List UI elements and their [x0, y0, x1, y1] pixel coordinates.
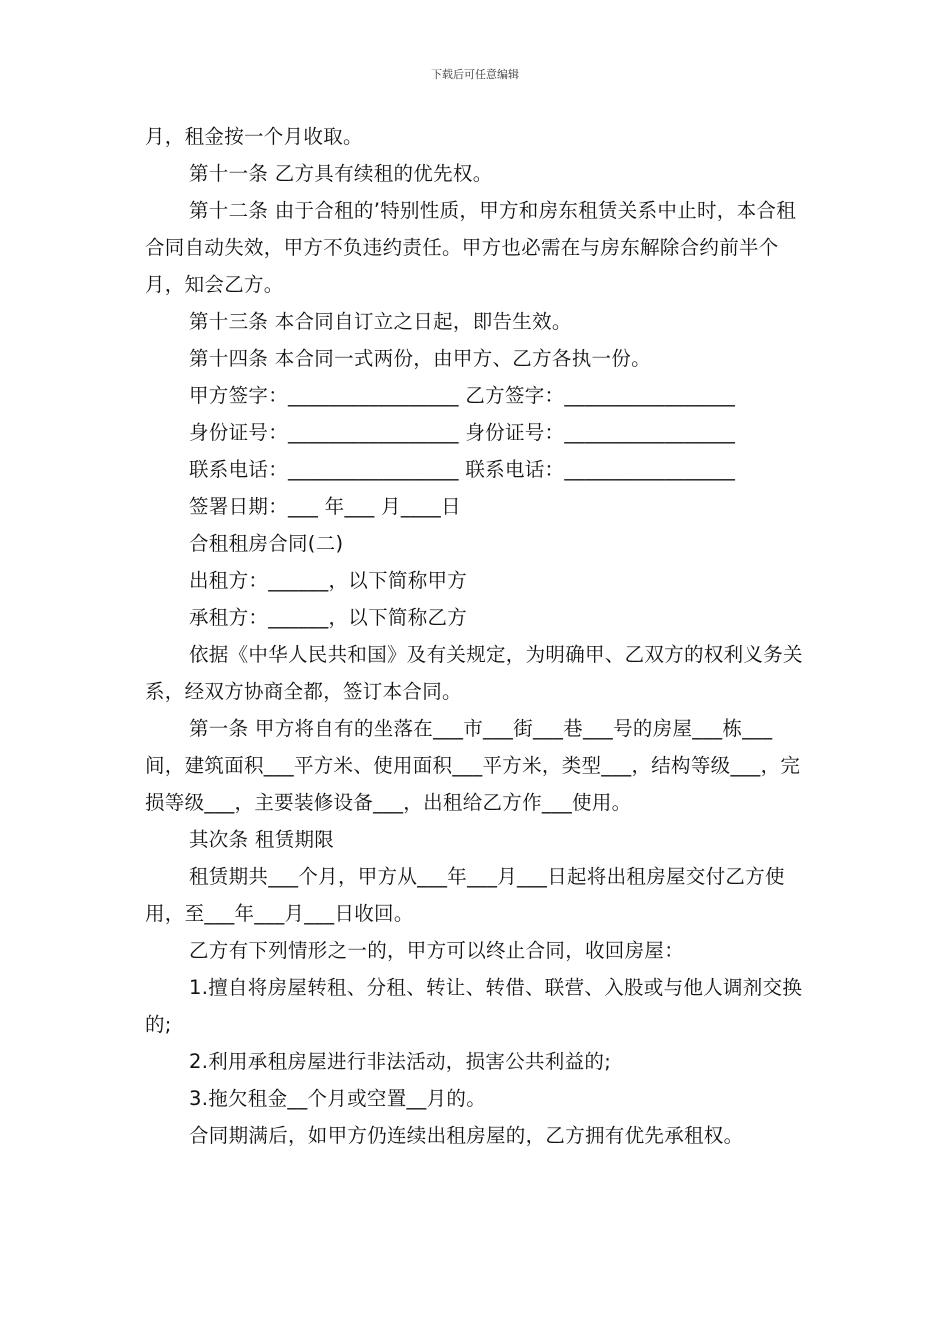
- list-item-2: 2.利用承租房屋进行非法活动，损害公共利益的;: [189, 1050, 612, 1073]
- signature-line: 甲方签字：_________________ 乙方签字：_________________: [189, 384, 736, 407]
- paragraph-article-1: 第一条 甲方将自有的坐落在___市___街___巷___号的房屋___栋___间，建筑面积___平方米、使用面积___平方米，类型___，结构等级___，完损等级___，主要装修设备___，出租给乙方作___使用。: [145, 717, 801, 814]
- paragraph-lease-term: 租赁期共___个月，甲方从___年___月___日起将出租房屋交付乙方使用，至___年___月___日收回。: [145, 865, 785, 925]
- paragraph-preamble: 依据《中华人民共和国》及有关规定，为明确甲、乙双方的权利义务关系，经双方协商全都，签订本合同。: [145, 643, 803, 703]
- lessee-line: 承租方：______，以下简称乙方: [189, 606, 468, 629]
- signing-date-line: 签署日期：___ 年___ 月____日: [189, 495, 461, 518]
- list-item-1: 1.擅自将房屋转租、分租、转让、转借、联营、入股或与他人调剂交换的;: [145, 976, 803, 1036]
- paragraph-rent-collection: 月，租金按一个月收取。: [145, 125, 363, 148]
- paragraph-article-2-title: 其次条 租赁期限: [189, 828, 335, 851]
- paragraph-article-12: 第十二条 由于合租的’特别性质，甲方和房东租赁关系中止时，本合租合同自动失效，甲方不负违约责任。甲方也必需在与房东解除合约前半个月，知会乙方。: [145, 199, 796, 296]
- paragraph-priority-renewal: 合同期满后，如甲方仍连续出租房屋的，乙方拥有优先承租权。: [189, 1124, 744, 1147]
- lessor-line: 出租方：______，以下简称甲方: [189, 569, 468, 592]
- contract-two-title: 合租租房合同(二): [189, 532, 344, 555]
- paragraph-article-13: 第十三条 本合同自订立之日起，即告生效。: [189, 310, 572, 333]
- page-header: 下载后可任意编辑: [431, 68, 519, 81]
- paragraph-article-11: 第十一条 乙方具有续租的优先权。: [189, 162, 493, 185]
- list-item-3: 3.拖欠租金__个月或空置__月的。: [189, 1087, 487, 1110]
- id-number-line: 身份证号：_________________ 身份证号：_________________: [189, 421, 736, 444]
- phone-line: 联系电话：_________________ 联系电话：_________________: [189, 458, 736, 481]
- paragraph-article-14: 第十四条 本合同一式两份，由甲方、乙方各执一份。: [189, 347, 651, 370]
- paragraph-termination-conditions: 乙方有下列情形之一的，甲方可以终止合同，收回房屋：: [189, 939, 685, 962]
- document-body: [145, 118, 807, 1154]
